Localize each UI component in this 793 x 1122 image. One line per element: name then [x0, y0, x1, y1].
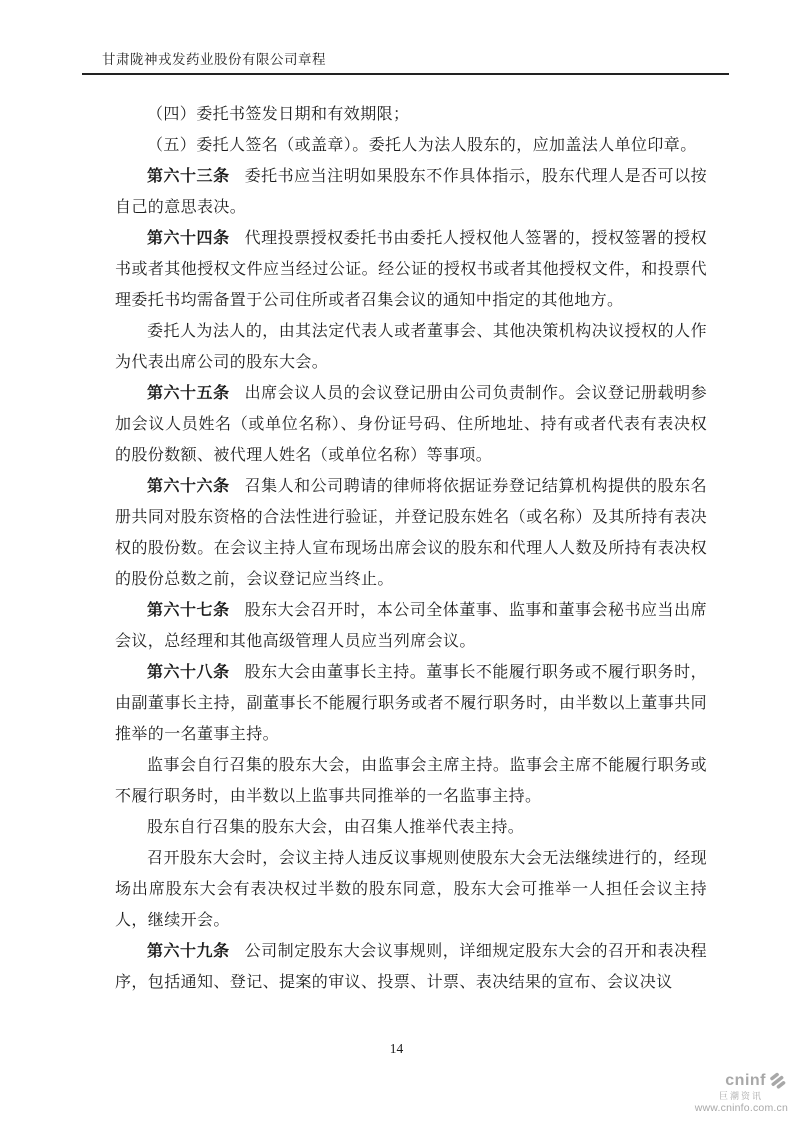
paragraph-text: 股东大会由董事长主持。董事长不能履行职务或不履行职务时，由副董事长主持，副董事长不能履行职务或者不履行职务时，由半数以上董事共同推举的一名董事主持。: [115, 664, 707, 743]
article-number: 第六十八条: [147, 664, 230, 681]
paragraph-text: 召开股东大会时，会议主持人违反议事规则使股东大会无法继续进行的，经现场出席股东大会有表决权过半数的股东同意，股东大会可推举一人担任会议主持人，继续开会。: [115, 850, 707, 929]
article-number: 第六十七条: [147, 602, 230, 619]
page-number: 14: [389, 1041, 404, 1056]
document-body: [115, 99, 707, 998]
cninfo-wordmark-row: [678, 1071, 788, 1091]
paragraph-text: 召集人和公司聘请的律师将依据证券登记结算机构提供的股东名册共同对股东资格的合法性进行验证，并登记股东姓名（或名称）及其所持有表决权的股份数。在会议主持人宣布现场出席会议的股东和代理人人数及所持有表决权的股份总数之前，会议登记应当终止。: [115, 478, 707, 588]
swirl-icon: [767, 1071, 788, 1091]
list-item: [115, 99, 707, 130]
article-number: 第六十三条: [147, 168, 230, 185]
article-paragraph: [115, 161, 707, 223]
cninfo-logo: [678, 1071, 788, 1114]
article-paragraph: [115, 936, 707, 998]
header-title: 甘肃陇神戎发药业股份有限公司章程: [102, 52, 326, 67]
article-paragraph: [115, 657, 707, 750]
list-item: [115, 130, 707, 161]
article-number: 第六十五条: [147, 385, 230, 402]
paragraph-text: 股东自行召集的股东大会，由召集人推举代表主持。: [147, 819, 525, 836]
paragraph-text: 委托人为法人的，由其法定代表人或者董事会、其他决策机构决议授权的人作为代表出席公司的股东大会。: [115, 323, 707, 371]
paragraph-text: （四）委托书签发日期和有效期限；: [147, 106, 410, 123]
cninfo-url: www.cninfo.com.cn: [694, 1101, 788, 1114]
paragraph-text: 股东大会召开时，本公司全体董事、监事和董事会秘书应当出席会议，总经理和其他高级管理人员应当列席会议。: [115, 602, 707, 650]
article-paragraph: [115, 471, 707, 595]
paragraph: [115, 316, 707, 378]
paragraph-text: 委托书应当注明如果股东不作具体指示，股东代理人是否可以按自己的意思表决。: [115, 168, 707, 216]
paragraph-text: 代理投票授权委托书由委托人授权他人签署的，授权签署的授权书或者其他授权文件应当经过公证。经公证的授权书或者其他授权文件，和投票代理委托书均需备置于公司住所或者召集会议的通知中指定的其他地方。: [115, 230, 707, 309]
paragraph-text: 公司制定股东大会议事规则，详细规定股东大会的召开和表决程序，包括通知、登记、提案的审议、投票、计票、表决结果的宣布、会议决议: [115, 943, 707, 991]
paragraph-text: （五）委托人签名（或盖章）。委托人为法人股东的，应加盖法人单位印章。: [147, 137, 697, 154]
paragraph: [115, 750, 707, 812]
article-paragraph: [115, 378, 707, 471]
paragraph: [115, 843, 707, 936]
article-number: 第六十六条: [147, 478, 230, 495]
cninfo-wordmark: cninf: [725, 1072, 766, 1090]
cninfo-chinese-name: 巨潮资讯: [718, 1091, 763, 1101]
article-number: 第六十九条: [147, 943, 230, 960]
paragraph-text: 出席会议人员的会议登记册由公司负责制作。会议登记册载明参加会议人员姓名（或单位名称）、身份证号码、住所地址、持有或者代表有表决权的股份数额、被代理人姓名（或单位名称）等事项。: [115, 385, 707, 464]
running-header: [82, 48, 729, 75]
paragraph: [115, 812, 707, 843]
article-paragraph: [115, 595, 707, 657]
article-number: 第六十四条: [147, 230, 230, 247]
paragraph-text: 监事会自行召集的股东大会，由监事会主席主持。监事会主席不能履行职务或不履行职务时，由半数以上监事共同推举的一名监事主持。: [115, 757, 707, 805]
article-paragraph: [115, 223, 707, 316]
